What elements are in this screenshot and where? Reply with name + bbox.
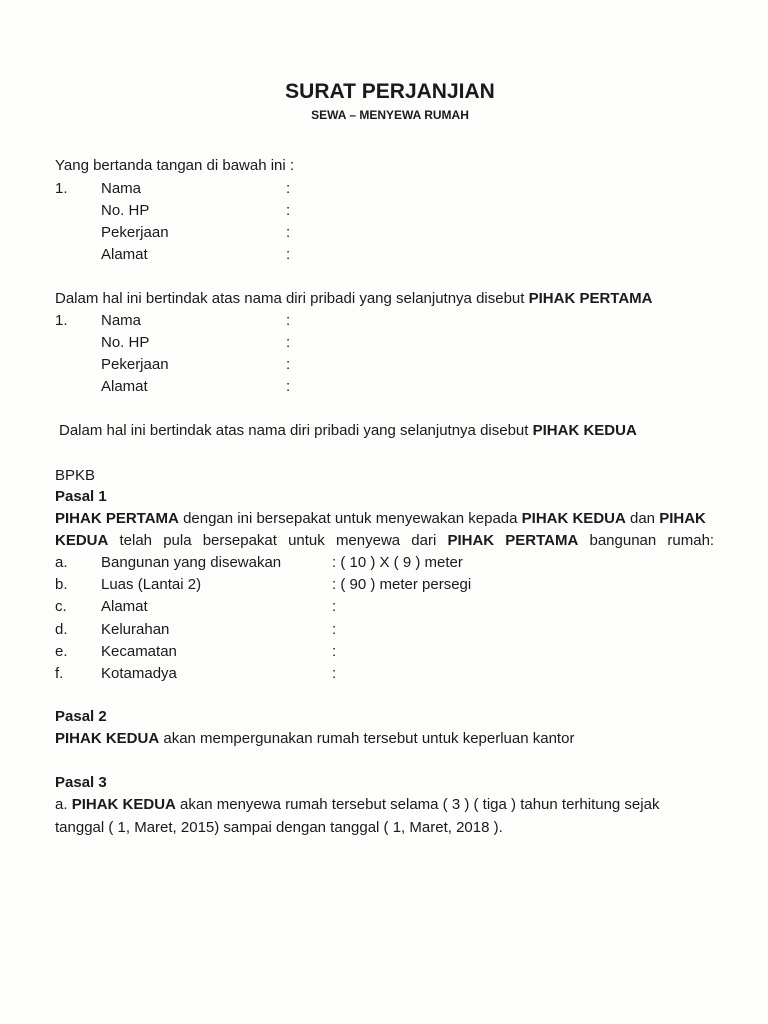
- field-colon: :: [286, 378, 291, 395]
- word: bersepakat: [202, 532, 277, 549]
- pasal-3-line-2: tanggal ( 1, Maret, 2015) sampai dengan tanggal ( 1, Maret, 2018 ).: [55, 819, 503, 836]
- item-label: Kecamatan: [101, 643, 177, 660]
- party-two-statement: [59, 422, 637, 439]
- item-letter: a.: [55, 554, 68, 571]
- party-one-statement: [55, 290, 653, 307]
- statement-text: Dalam hal ini bertindak atas nama diri pribadi yang selanjutnya disebut: [55, 290, 525, 307]
- item-label: Kelurahan: [101, 621, 170, 638]
- pasal-1-text: dengan ini bersepakat untuk menyewakan kepada: [183, 510, 518, 527]
- word: telah: [119, 532, 153, 549]
- item-label: Bangunan yang disewakan: [101, 554, 282, 571]
- field-label-nama: Nama: [101, 312, 142, 329]
- word: bangunan: [589, 532, 657, 549]
- pihak-kedua-label: PIHAK KEDUA: [55, 730, 160, 747]
- pasal-2-text: [55, 730, 574, 747]
- field-label-alamat: Alamat: [101, 378, 148, 395]
- pihak-kedua-label: PIHAK KEDUA: [521, 510, 626, 527]
- pasal-2-heading: Pasal 2: [55, 708, 107, 725]
- item-label: Kotamadya: [101, 665, 177, 682]
- pasal-1-line-1: [55, 510, 706, 527]
- item-value: :: [332, 621, 337, 638]
- conjunction-dan: dan: [630, 510, 656, 527]
- pihak-pertama-label: PIHAK PERTAMA: [447, 532, 579, 549]
- item-letter: b.: [55, 576, 68, 593]
- word: dari: [411, 532, 437, 549]
- field-label-alamat: Alamat: [101, 246, 148, 263]
- word: pula: [163, 532, 192, 549]
- field-colon: :: [286, 224, 291, 241]
- pasal-3-heading: Pasal 3: [55, 774, 107, 791]
- field-label-nama: Nama: [101, 180, 142, 197]
- item-value: : ( 10 ) X ( 9 ) meter: [332, 554, 463, 571]
- field-colon: :: [286, 334, 291, 351]
- field-colon: :: [286, 312, 291, 329]
- bpkb-label: BPKB: [55, 467, 96, 484]
- word: untuk: [288, 532, 325, 549]
- pasal-1-heading: Pasal 1: [55, 488, 107, 505]
- item-letter: f.: [55, 665, 64, 682]
- intro-text: Yang bertanda tangan di bawah ini :: [55, 157, 295, 174]
- item-letter: c.: [55, 598, 67, 615]
- field-label-hp: No. HP: [101, 202, 150, 219]
- pihak-pertama-label: PIHAK PERTAMA: [528, 290, 653, 307]
- kedua-label: KEDUA: [55, 532, 109, 549]
- field-colon: :: [286, 356, 291, 373]
- word: menyewa: [335, 532, 401, 549]
- party-number: 1.: [55, 180, 68, 197]
- item-letter: d.: [55, 621, 68, 638]
- item-letter: e.: [55, 643, 68, 660]
- item-value: :: [332, 665, 337, 682]
- pasal-1-line-2: [55, 532, 714, 549]
- item-letter: a.: [55, 796, 68, 813]
- statement-text: Dalam hal ini bertindak atas nama diri pribadi yang selanjutnya disebut: [59, 422, 529, 439]
- pasal-3-body: akan menyewa rumah tersebut selama ( 3 ) ( tiga ) tahun terhitung sejak: [180, 796, 660, 813]
- field-colon: :: [286, 202, 291, 219]
- pihak-kedua-label: PIHAK KEDUA: [532, 422, 637, 439]
- pasal-2-body: akan mempergunakan rumah tersebut untuk keperluan kantor: [163, 730, 575, 747]
- document-title: SURAT PERJANJIAN: [285, 80, 495, 103]
- field-colon: :: [286, 180, 291, 197]
- field-label-pekerjaan: Pekerjaan: [101, 356, 169, 373]
- field-label-hp: No. HP: [101, 334, 150, 351]
- party-number: 1.: [55, 312, 68, 329]
- item-value: :: [332, 598, 337, 615]
- item-label: Alamat: [101, 598, 148, 615]
- item-label: Luas (Lantai 2): [101, 576, 202, 593]
- item-value: : ( 90 ) meter persegi: [332, 576, 472, 593]
- pihak-kedua-label: PIHAK KEDUA: [71, 796, 176, 813]
- word: rumah:: [667, 532, 715, 549]
- field-colon: :: [286, 246, 291, 263]
- pasal-3-line-1: [55, 796, 659, 813]
- document-subtitle: SEWA – MENYEWA RUMAH: [311, 108, 469, 122]
- field-label-pekerjaan: Pekerjaan: [101, 224, 169, 241]
- pihak-pertama-label: PIHAK PERTAMA: [55, 510, 179, 527]
- pihak-label: PIHAK: [659, 510, 706, 527]
- item-value: :: [332, 643, 337, 660]
